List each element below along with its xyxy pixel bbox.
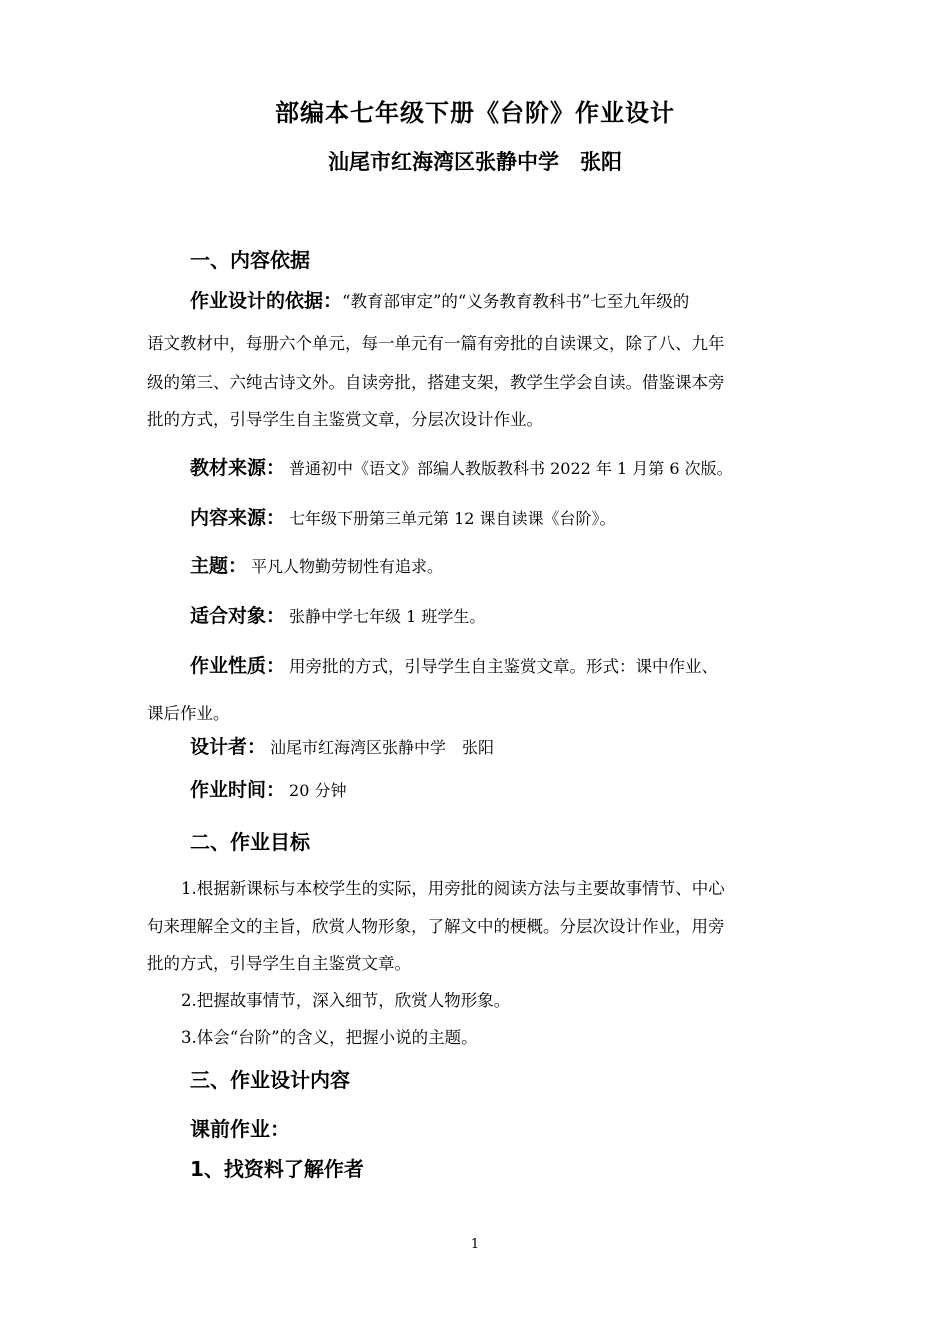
goal-3: 3.体会“台阶”的含义，把握小说的主题。 xyxy=(181,1028,478,1047)
document-subtitle: 汕尾市红海湾区张静中学 张阳 xyxy=(328,150,622,174)
source-label: 教材来源： xyxy=(190,457,286,479)
nature-line-2: 课后作业。 xyxy=(147,704,230,723)
pre-class-label: 课前作业： xyxy=(190,1117,290,1141)
content-source-row xyxy=(190,503,616,530)
designer-value: 汕尾市红海湾区张静中学 张阳 xyxy=(270,738,495,757)
goal-1-line-1: 1.根据新课标与本校学生的实际，用旁批的阅读方法与主要故事情节、中心 xyxy=(181,879,725,898)
target-row xyxy=(190,601,485,628)
theme-value: 平凡人物勤劳韧性有追求。 xyxy=(251,557,444,576)
time-value: 20 分钟 xyxy=(289,781,347,800)
pre-class-item-1: 1、找资料了解作者 xyxy=(190,1157,364,1181)
time-label: 作业时间： xyxy=(190,779,286,801)
source-value: 普通初中《语文》部编人教版教科书 2022 年 1 月第 6 次版。 xyxy=(289,459,733,478)
designer-row xyxy=(190,732,494,759)
content-source-value: 七年级下册第三单元第 12 课自读课《台阶》。 xyxy=(289,509,616,528)
designer-label: 设计者： xyxy=(190,736,267,758)
section-1-heading: 一、内容依据 xyxy=(190,248,310,272)
goal-1-line-3: 批的方式，引导学生自主鉴赏文章。 xyxy=(147,954,411,973)
nature-label: 作业性质： xyxy=(190,655,286,677)
basis-label: 作业设计的依据： xyxy=(190,290,343,312)
nature-row xyxy=(190,651,718,678)
goal-2: 2.把握故事情节，深入细节，欣赏人物形象。 xyxy=(181,991,511,1010)
theme-label: 主题： xyxy=(190,555,248,577)
document-title: 部编本七年级下册《台阶》作业设计 xyxy=(275,99,675,127)
theme-row xyxy=(190,551,443,578)
section-2-heading: 二、作业目标 xyxy=(190,830,310,854)
basis-line-3: 级的第三、六纯古诗文外。自读旁批，搭建支架，教学生学会自读。借鉴课本旁 xyxy=(147,373,725,392)
goal-1-line-2: 句来理解全文的主旨，欣赏人物形象，了解文中的梗概。分层次设计作业，用旁 xyxy=(147,917,725,936)
target-label: 适合对象： xyxy=(190,605,286,627)
basis-text: “教育部审定”的“义务教育教科书”七至九年级的 xyxy=(342,292,690,311)
page-number: 1 xyxy=(470,1237,480,1252)
content-source-label: 内容来源： xyxy=(190,507,286,529)
nature-value: 用旁批的方式，引导学生自主鉴赏文章。形式：课中作业、 xyxy=(289,657,719,676)
target-value: 张静中学七年级 1 班学生。 xyxy=(289,607,486,626)
time-row xyxy=(190,775,346,802)
basis-paragraph-first-line xyxy=(190,286,689,313)
basis-line-2: 语文教材中，每册六个单元，每一单元有一篇有旁批的自读课文，除了八、九年 xyxy=(147,334,725,353)
basis-line-4: 批的方式，引导学生自主鉴赏文章，分层次设计作业。 xyxy=(147,410,543,429)
source-row xyxy=(190,453,733,480)
section-3-heading: 三、作业设计内容 xyxy=(190,1068,350,1092)
